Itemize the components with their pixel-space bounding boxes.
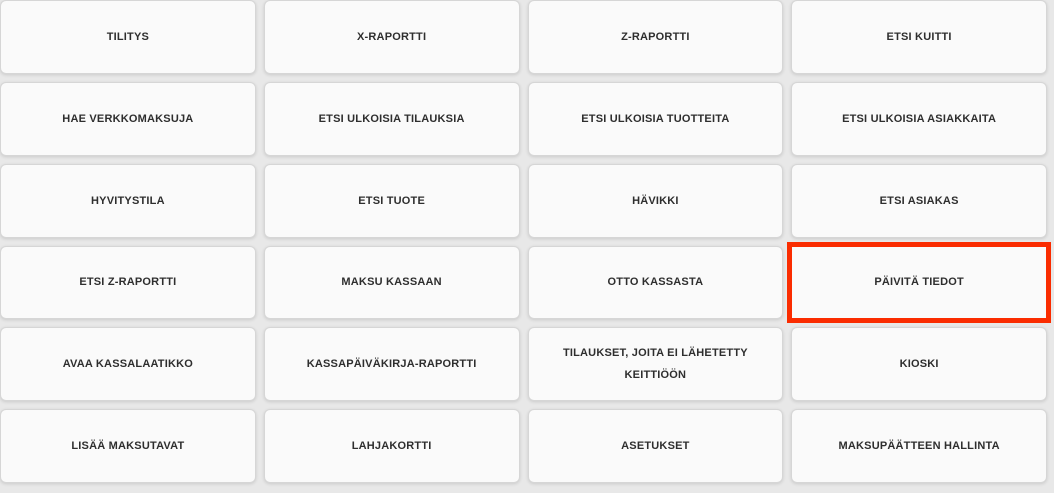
button-etsi-asiakas[interactable]: ETSI ASIAKAS bbox=[791, 164, 1047, 238]
button-z-raportti[interactable]: Z-RAPORTTI bbox=[528, 0, 784, 74]
button-etsi-kuitti[interactable]: ETSI KUITTI bbox=[791, 0, 1047, 74]
button-hyvitystila[interactable]: HYVITYSTILA bbox=[0, 164, 256, 238]
button-maksupaatteen-hallinta[interactable]: MAKSUPÄÄTTEEN HALLINTA bbox=[791, 409, 1047, 483]
button-lisaa-maksutavat[interactable]: LISÄÄ MAKSUTAVAT bbox=[0, 409, 256, 483]
button-tilaukset-ei-lahetetty-keittioon[interactable]: TILAUKSET, JOITA EI LÄHETETTY KEITTIÖÖN bbox=[528, 327, 784, 401]
button-hae-verkkomaksuja[interactable]: HAE VERKKOMAKSUJA bbox=[0, 82, 256, 156]
button-asetukset[interactable]: ASETUKSET bbox=[528, 409, 784, 483]
button-x-raportti[interactable]: X-RAPORTTI bbox=[264, 0, 520, 74]
button-etsi-ulkoisia-tuotteita[interactable]: ETSI ULKOISIA TUOTTEITA bbox=[528, 82, 784, 156]
button-maksu-kassaan[interactable]: MAKSU KASSAAN bbox=[264, 246, 520, 320]
button-kioski[interactable]: KIOSKI bbox=[791, 327, 1047, 401]
button-havikki[interactable]: HÄVIKKI bbox=[528, 164, 784, 238]
button-avaa-kassalaatikko[interactable]: AVAA KASSALAATIKKO bbox=[0, 327, 256, 401]
button-etsi-tuote[interactable]: ETSI TUOTE bbox=[264, 164, 520, 238]
button-paivita-tiedot[interactable]: PÄIVITÄ TIEDOT bbox=[787, 242, 1051, 324]
button-lahjakortti[interactable]: LAHJAKORTTI bbox=[264, 409, 520, 483]
button-etsi-z-raportti[interactable]: ETSI Z-RAPORTTI bbox=[0, 246, 256, 320]
button-etsi-ulkoisia-tilauksia[interactable]: ETSI ULKOISIA TILAUKSIA bbox=[264, 82, 520, 156]
button-kassapaivakirja-raportti[interactable]: KASSAPÄIVÄKIRJA-RAPORTTI bbox=[264, 327, 520, 401]
button-otto-kassasta[interactable]: OTTO KASSASTA bbox=[528, 246, 784, 320]
button-etsi-ulkoisia-asiakkaita[interactable]: ETSI ULKOISIA ASIAKKAITA bbox=[791, 82, 1047, 156]
button-tilitys[interactable]: TILITYS bbox=[0, 0, 256, 74]
